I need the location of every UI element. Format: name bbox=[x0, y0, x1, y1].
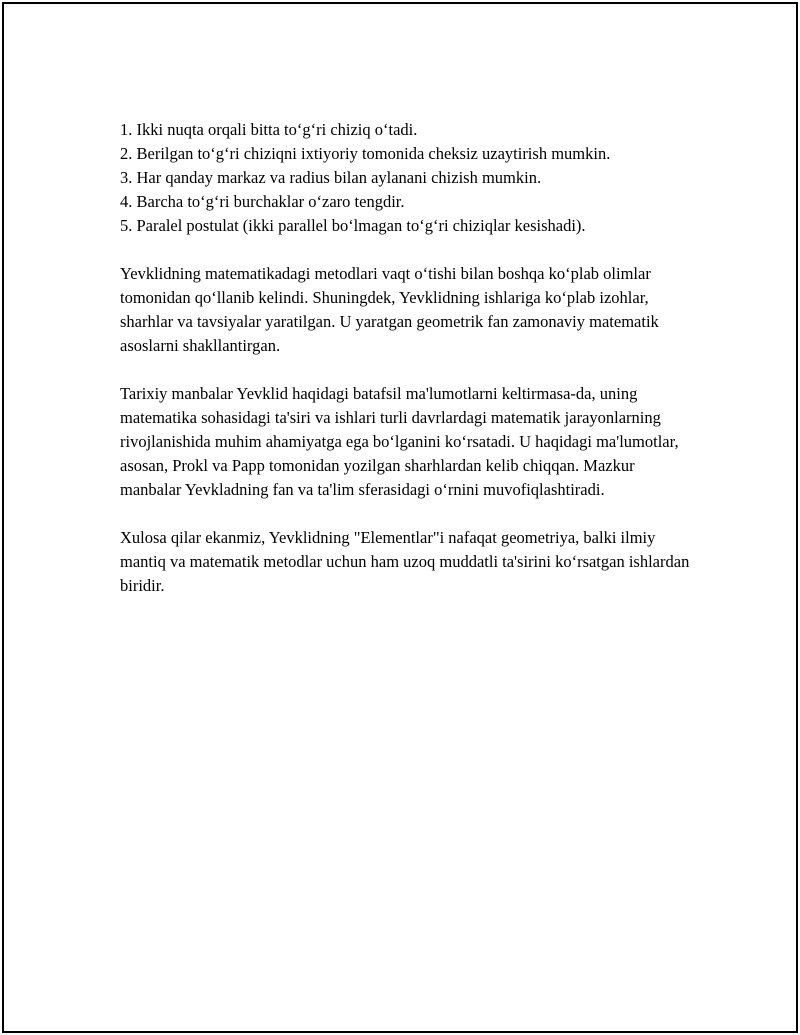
paragraph-methods: Yevklidning matematikadagi metodlari vaqt o‘tishi bilan boshqa ko‘plab olimlar tomonidan qo‘llanib kelindi. Shuningdek, Yevklidning ishlariga ko‘plab izohlar, sharhlar va tavsiyalar yaratilgan. U yaratgan geometrik fan zamonaviy matematik asoslarni shakllantirgan. bbox=[120, 264, 659, 355]
postulates-list bbox=[120, 118, 700, 238]
list-item: 2. Berilgan to‘g‘ri chiziqni ixtiyoriy tomonida cheksiz uzaytirish mumkin. bbox=[120, 144, 611, 163]
paragraph-conclusion: Xulosa qilar ekanmiz, Yevklidning "Elementlar"i nafaqat geometriya, balki ilmiy mantiq va matematik metodlar uchun ham uzoq muddatli ta'sirini ko‘rsatgan ishlardan biridir. bbox=[120, 528, 690, 595]
list-item: 4. Barcha to‘g‘ri burchaklar o‘zaro tengdir. bbox=[120, 192, 405, 211]
list-item: 5. Paralel postulat (ikki parallel bo‘lmagan to‘g‘ri chiziqlar kesishadi). bbox=[120, 216, 586, 235]
document-body bbox=[120, 118, 700, 598]
paragraph-sources: Tarixiy manbalar Yevklid haqidagi batafsil ma'lumotlarni keltirmasa-da, uning matematika sohasidagi ta'siri va ishlari turli davrlardagi matematik jarayonlarning rivojlanishida muhim ahamiyatga ega bo‘lganini ko‘rsatadi. U haqidagi ma'lumotlar, asosan, Prokl va Papp tomonidan yozilgan sharhlardan kelib chiqqan. Mazkur manbalar Yevkladning fan va ta'lim sferasidagi o‘rnini muvofiqlashtiradi. bbox=[120, 384, 679, 499]
document-page bbox=[2, 2, 798, 1033]
list-item: 3. Har qanday markaz va radius bilan aylanani chizish mumkin. bbox=[120, 168, 542, 187]
list-item: 1. Ikki nuqta orqali bitta to‘g‘ri chiziq o‘tadi. bbox=[120, 120, 418, 139]
